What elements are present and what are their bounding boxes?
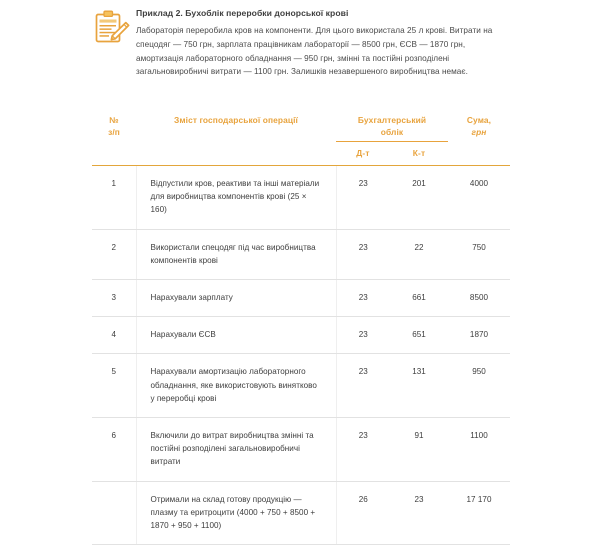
clipboard-pencil-icon bbox=[92, 8, 132, 48]
row-description: Нарахували ЄСВ bbox=[136, 317, 336, 354]
table-row bbox=[92, 418, 510, 482]
row-number: 1 bbox=[92, 166, 136, 229]
row-sum: 950 bbox=[448, 354, 510, 418]
row-debit: 23 bbox=[336, 354, 390, 418]
row-credit: 651 bbox=[390, 317, 448, 354]
column-header-number bbox=[92, 100, 136, 166]
column-header-description-label: Зміст господарської операції bbox=[174, 115, 298, 125]
callout-body bbox=[136, 6, 510, 79]
row-description: Нарахували зарплату bbox=[136, 280, 336, 317]
row-debit: 23 bbox=[336, 229, 390, 279]
row-description: Відпустили кров, реактиви та інші матеріали для виробництва компонентів крові (25 × 160) bbox=[136, 166, 336, 229]
header-row-main bbox=[92, 100, 510, 142]
row-credit: 661 bbox=[390, 280, 448, 317]
callout-title: Приклад 2. Бухоблік переробки донорської крові bbox=[136, 8, 349, 18]
table-body bbox=[92, 166, 510, 545]
row-sum: 17 170 bbox=[448, 481, 510, 545]
row-description: Отримали на склад готову продукцію — плазму та еритроцити (4000 + 750 + 8500 + 1870 + 950 + 1100) bbox=[136, 481, 336, 545]
column-header-debit: Д-т bbox=[356, 148, 370, 158]
row-sum: 750 bbox=[448, 229, 510, 279]
example-callout bbox=[92, 6, 510, 79]
column-header-number-line2: з/п bbox=[108, 127, 120, 137]
row-credit: 131 bbox=[390, 354, 448, 418]
column-header-number-line1: № bbox=[109, 115, 119, 125]
row-sum: 4000 bbox=[448, 166, 510, 229]
column-header-description bbox=[136, 100, 336, 166]
row-debit: 26 bbox=[336, 481, 390, 545]
row-sum: 8500 bbox=[448, 280, 510, 317]
table-row bbox=[92, 280, 510, 317]
table-row bbox=[92, 166, 510, 229]
callout-text: Лабораторія переробила кров на компоненти. Для цього використала 25 л крові. Витрати на спецодяг — 750 грн, зарплата працівникам лабораторії — 8500 грн, ЄСВ — 1870 грн, амортизація лабораторного обладнання — 950 грн, змінні та постійні розподілені загальновиробничі витрати — 1100 грн. Залишків незавершеного виробництва немає. bbox=[136, 26, 493, 77]
column-header-sum-line2: грн bbox=[471, 127, 487, 137]
column-header-sum-line1: Сума, bbox=[466, 115, 492, 125]
table-row bbox=[92, 229, 510, 279]
row-description: Нарахували амортизацію лабораторного обладнання, яке використовують винятково у переробці крові bbox=[136, 354, 336, 418]
row-number bbox=[92, 481, 136, 545]
row-description: Використали спецодяг під час виробництва компонентів крові bbox=[136, 229, 336, 279]
row-debit: 23 bbox=[336, 418, 390, 482]
column-header-credit: К-т bbox=[412, 148, 426, 158]
table-row bbox=[92, 354, 510, 418]
table-row bbox=[92, 481, 510, 545]
row-credit: 201 bbox=[390, 166, 448, 229]
row-credit: 22 bbox=[390, 229, 448, 279]
accounting-entries-table bbox=[92, 100, 510, 545]
row-number: 5 bbox=[92, 354, 136, 418]
row-number: 3 bbox=[92, 280, 136, 317]
column-header-sum bbox=[448, 100, 510, 166]
row-description: Включили до витрат виробництва змінні та постійні розподілені загальновиробничі витрати bbox=[136, 418, 336, 482]
table-head bbox=[92, 100, 510, 166]
column-header-accounting-group bbox=[336, 100, 448, 142]
table-row bbox=[92, 317, 510, 354]
row-number: 6 bbox=[92, 418, 136, 482]
accounting-group-line2: облік bbox=[380, 127, 404, 137]
row-sum: 1870 bbox=[448, 317, 510, 354]
accounting-table-wrap bbox=[92, 100, 510, 545]
row-number: 4 bbox=[92, 317, 136, 354]
row-debit: 23 bbox=[336, 166, 390, 229]
row-debit: 23 bbox=[336, 280, 390, 317]
row-number: 2 bbox=[92, 229, 136, 279]
row-debit: 23 bbox=[336, 317, 390, 354]
row-credit: 23 bbox=[390, 481, 448, 545]
row-sum: 1100 bbox=[448, 418, 510, 482]
accounting-group-line1: Бухгалтерський bbox=[357, 115, 427, 125]
row-credit: 91 bbox=[390, 418, 448, 482]
